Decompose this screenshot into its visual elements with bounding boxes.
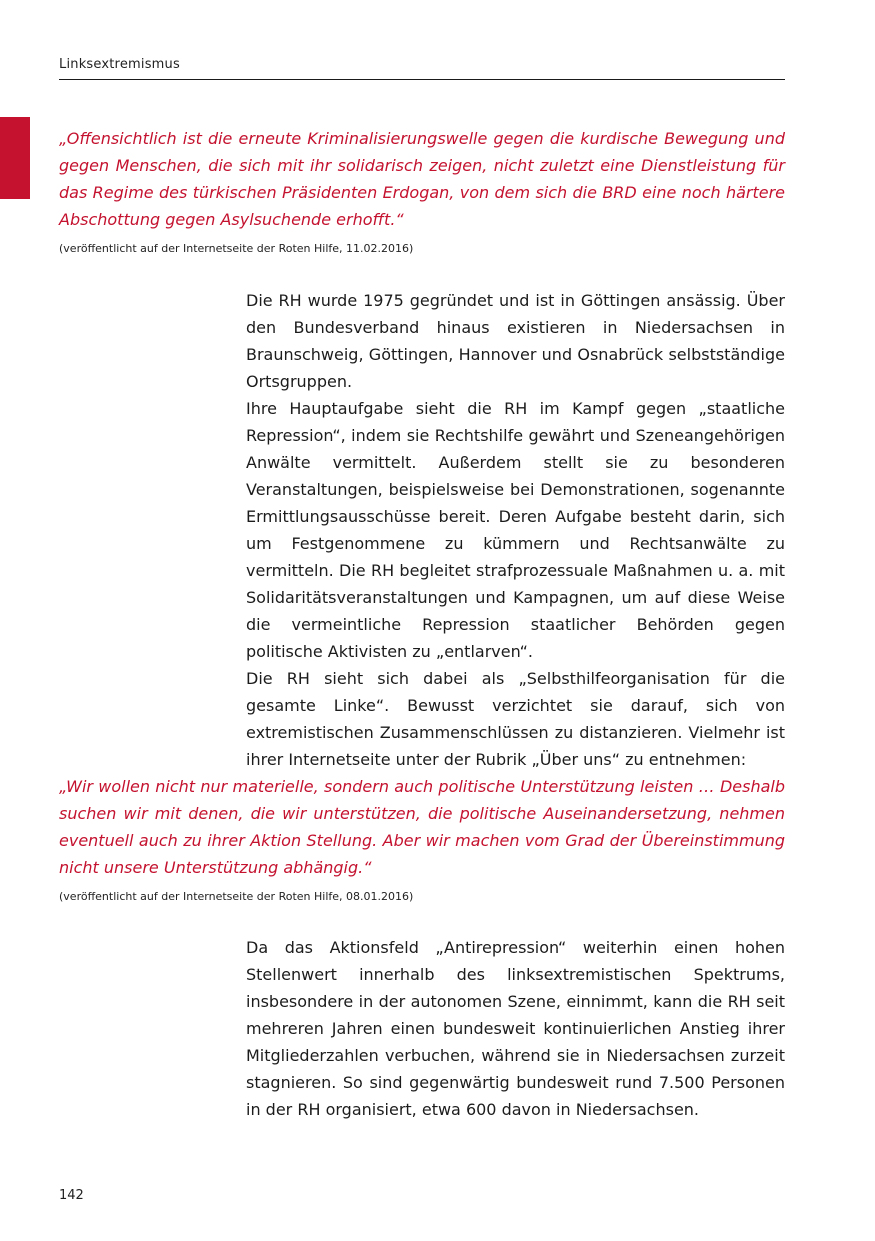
chapter-tab-marker bbox=[0, 117, 30, 199]
quote-block: „Wir wollen nicht nur materielle, sondern auch politische Unterstützung leisten … Deshalb suchen wir mit denen, die wir unterstützen, die politische Auseinandersetzung, nehmen eventuell auch zu ihrer Aktion Stellung. Aber wir machen vom Grad der Übereinstimmung nicht unsere Unterstützung abhängig.“ bbox=[59, 777, 785, 877]
page-number: 142 bbox=[59, 1188, 84, 1203]
quote-citation: (veröffentlicht auf der Internetseite der Roten Hilfe, 08.01.2016) bbox=[59, 890, 414, 903]
body-paragraph: Ihre Hauptaufgabe sieht die RH im Kampf gegen „staatliche Repression“, indem sie Rechtshilfe gewährt und Szeneangehörigen Anwälte vermittelt. Außerdem stellt sie zu besonderen Veranstaltungen, beispielsweise bei Demonstrationen, sogenannte Ermittlungsausschüsse bereit. Deren Aufgabe besteht darin, sich um Festgenommene zu kümmern und Rechtsanwälte zu vermitteln. Die RH begleitet strafprozessuale Maßnahmen u. a. mit Solidaritätsveranstaltungen und Kampagnen, um auf diese Weise die vermeintliche Repression staatlicher Behörden gegen politische Aktivisten zu „entlarven“. bbox=[246, 399, 785, 661]
running-header bbox=[59, 56, 785, 80]
body-paragraph: Da das Aktionsfeld „Antirepression“ weiterhin einen hohen Stellenwert innerhalb des linksextremistischen Spektrums, insbesondere in der autonomen Szene, einnimmt, kann die RH seit mehreren Jahren einen bundesweit kontinuierlichen Anstieg ihrer Mitgliederzahlen verbuchen, während sie in Niedersachsen zurzeit stagnieren. So sind gegenwärtig bundesweit rund 7.500 Personen in der RH organisiert, etwa 600 davon in Niedersachsen. bbox=[246, 938, 785, 1119]
quote-block: „Offensichtlich ist die erneute Kriminalisierungswelle gegen die kurdische Bewegung und gegen Menschen, die sich mit ihr solidarisch zeigen, nicht zuletzt eine Dienstleistung für das Regime des türkischen Präsidenten Erdogan, von dem sich die BRD eine noch härtere Abschottung gegen Asylsuchende erhofft.“ bbox=[59, 129, 785, 229]
body-paragraph: Die RH wurde 1975 gegründet und ist in Göttingen ansässig. Über den Bundesverband hinaus existieren in Niedersachsen in Braunschweig, Göttingen, Hannover und Osnabrück selbstständige Ortsgruppen. bbox=[246, 291, 785, 391]
quote-citation: (veröffentlicht auf der Internetseite der Roten Hilfe, 11.02.2016) bbox=[59, 242, 414, 255]
header-title: Linksextremismus bbox=[59, 57, 180, 72]
body-text-block bbox=[246, 934, 785, 1123]
body-text-block bbox=[246, 287, 785, 773]
body-paragraph: Die RH sieht sich dabei als „Selbsthilfeorganisation für die gesamte Linke“. Bewusst verzichtet sie darauf, sich von extremistischen Zusammenschlüssen zu distanzieren. Vielmehr ist ihrer Internetseite unter der Rubrik „Über uns“ zu entnehmen: bbox=[246, 669, 785, 769]
